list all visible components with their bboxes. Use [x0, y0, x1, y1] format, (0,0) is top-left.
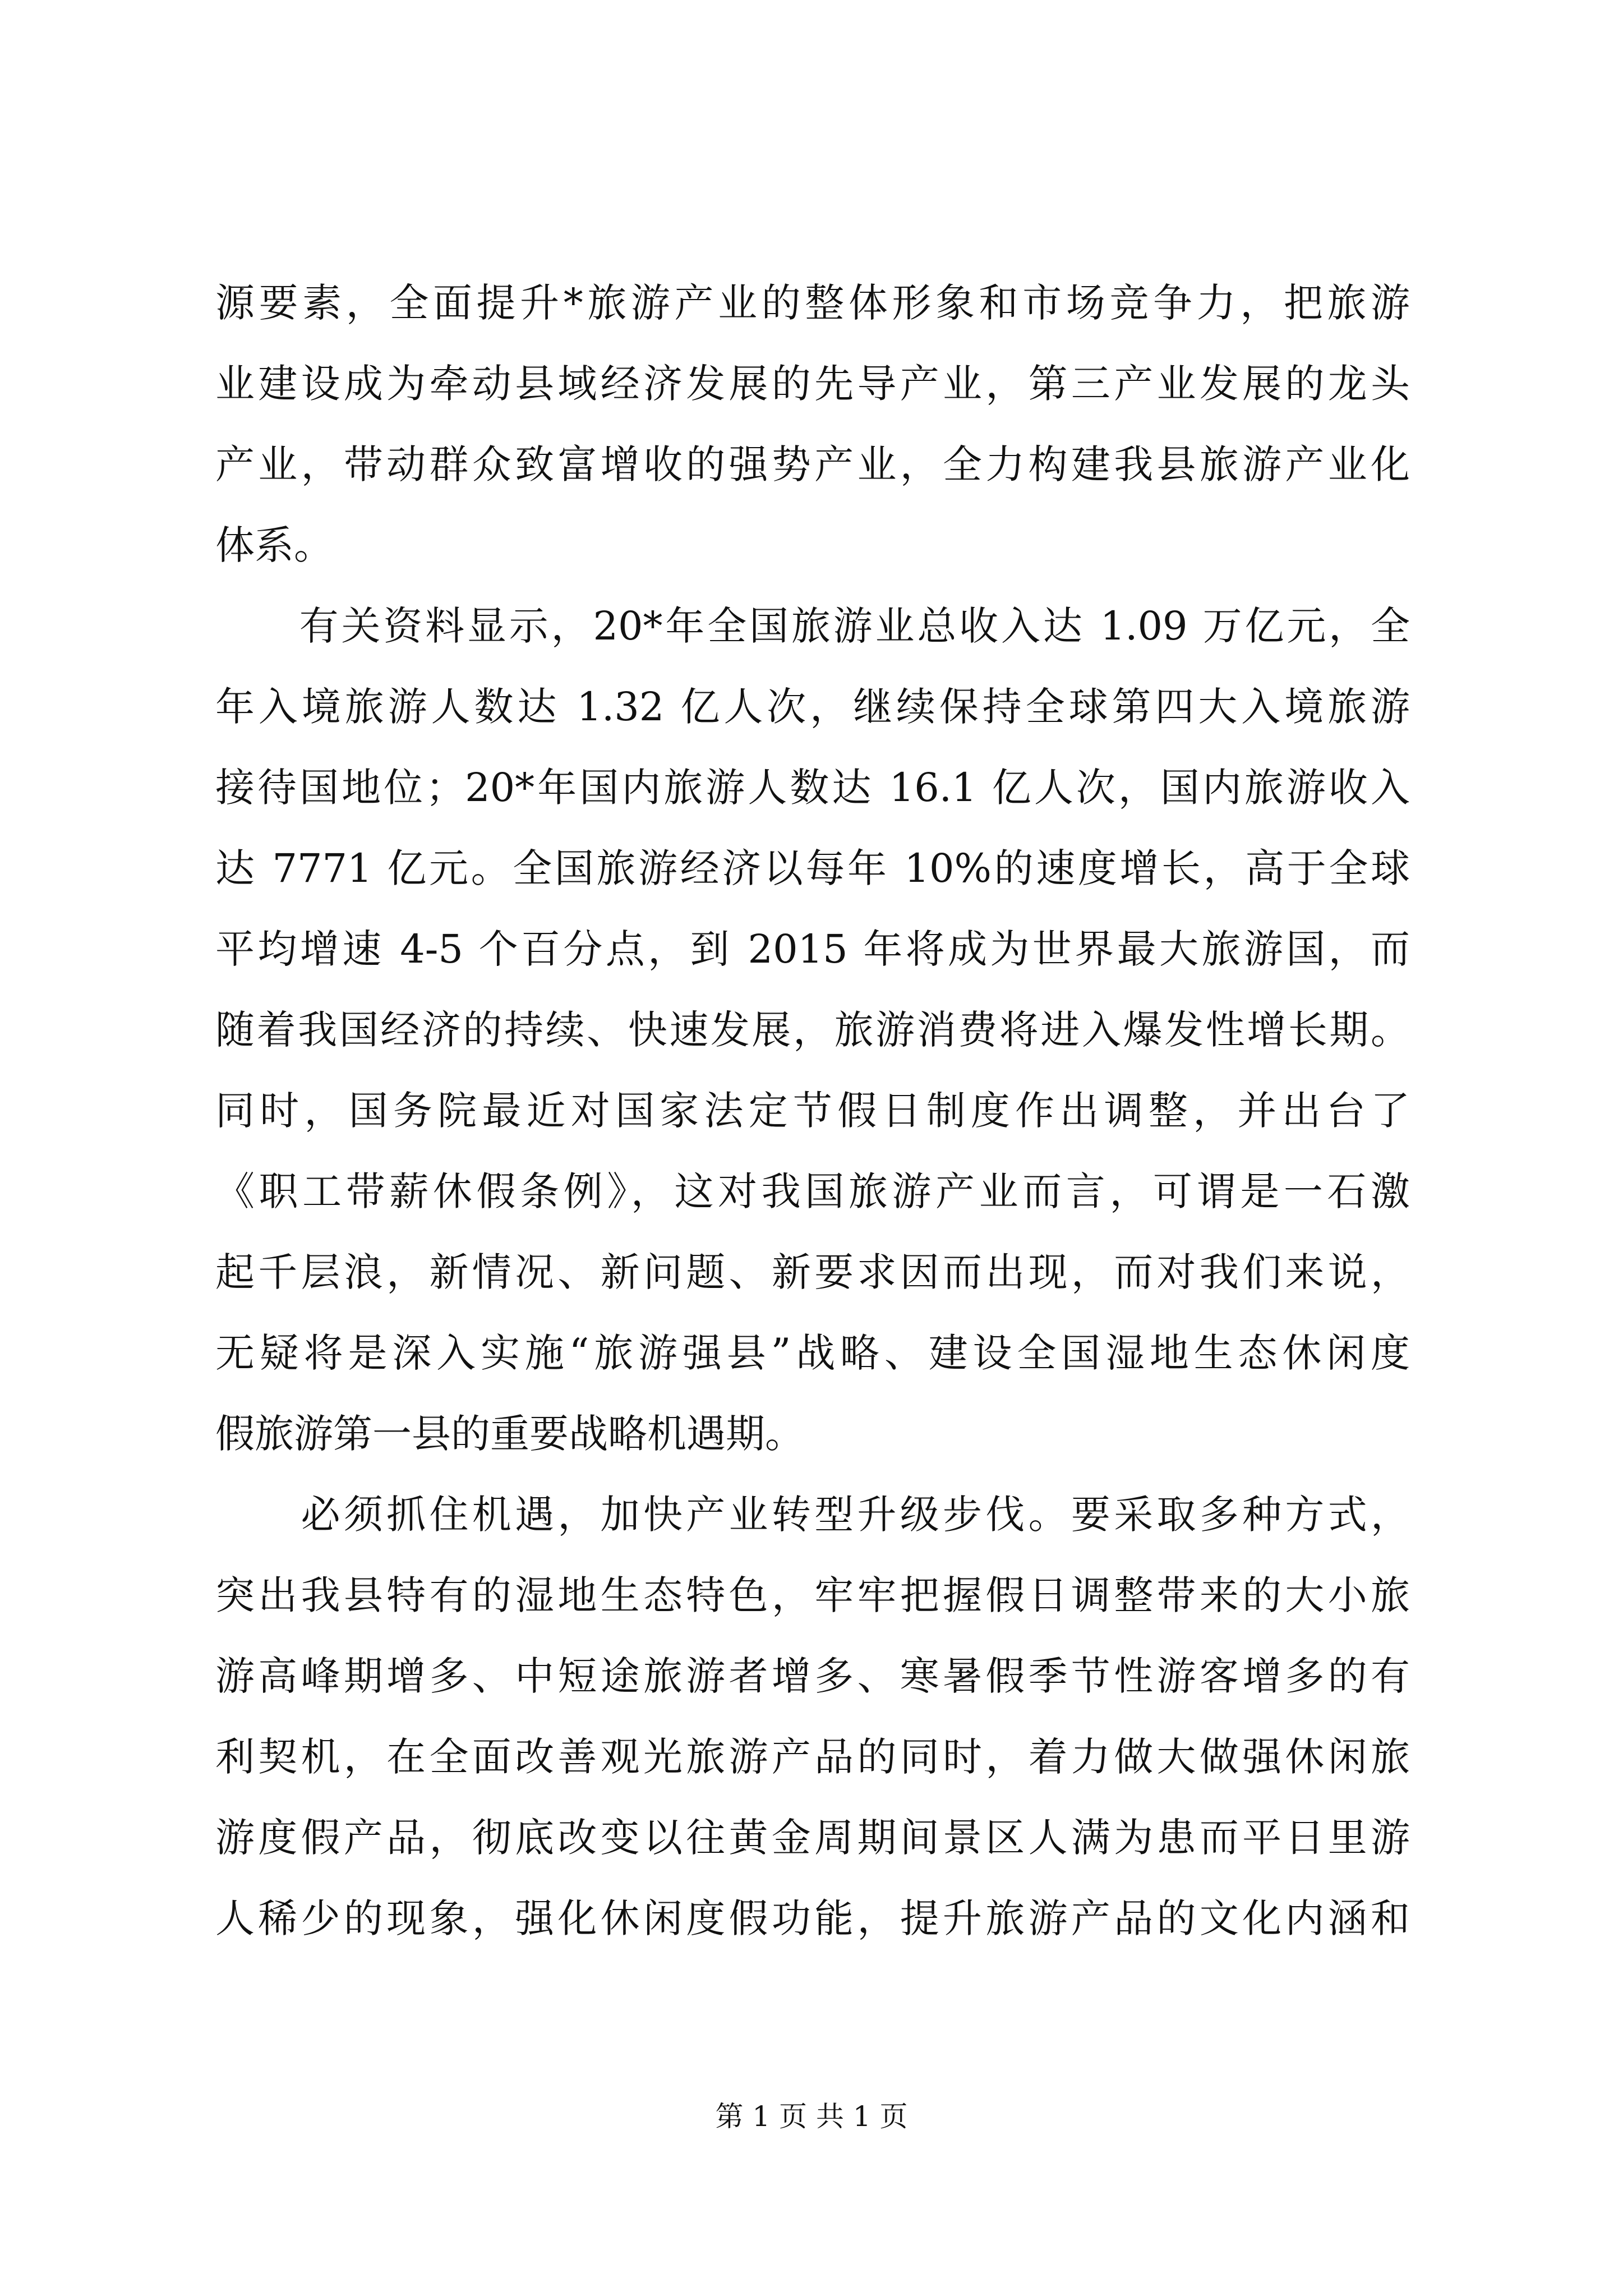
text-line: 人稀少的现象，强化休闲度假功能，提升旅游产品的文化内涵和: [215, 1895, 1410, 1941]
page-number-footer: 第 1 页 共 1 页: [715, 2100, 908, 2133]
text-line: 源要素，全面提升*旅游产业的整体形象和市场竞争力，把旅游: [215, 280, 1410, 326]
text-line: 《职工带薪休假条例》，这对我国旅游产业而言，可谓是一石激: [215, 1168, 1410, 1214]
text-line: 同时，国务院最近对国家法定节假日制度作出调整，并出台了: [215, 1088, 1410, 1134]
paragraph-3: [215, 1474, 1410, 1959]
text-line: 年入境旅游人数达 1.32 亿人次，继续保持全球第四大入境旅游: [215, 684, 1410, 730]
text-line: 达 7771 亿元。全国旅游经济以每年 10%的速度增长，高于全球: [215, 845, 1410, 891]
text-line: 游高峰期增多、中短途旅游者增多、寒暑假季节性游客增多的有: [215, 1653, 1410, 1699]
text-line: 游度假产品，彻底改变以往黄金周期间景区人满为患而平日里游: [215, 1815, 1410, 1861]
text-line: 接待国地位；20*年国内旅游人数达 16.1 亿人次，国内旅游收入: [215, 765, 1410, 811]
text-line: 无疑将是深入实施“旅游强县”战略、建设全国湿地生态休闲度: [215, 1330, 1410, 1376]
text-line: 体系。: [215, 522, 333, 568]
text-line: 平均增速 4-5 个百分点，到 2015 年将成为世界最大旅游国，而: [215, 926, 1410, 972]
text-line: 突出我县特有的湿地生态特色，牢牢把握假日调整带来的大小旅: [215, 1572, 1410, 1618]
document-body: [215, 263, 1410, 1959]
paragraph-1: [215, 263, 1410, 586]
paragraph-2: [215, 586, 1410, 1474]
text-line: 假旅游第一县的重要战略机遇期。: [215, 1411, 804, 1457]
text-line: 有关资料显示，20*年全国旅游业总收入达 1.09 万亿元，全: [215, 603, 1410, 649]
text-line: 起千层浪，新情况、新问题、新要求因而出现，而对我们来说，: [215, 1249, 1410, 1295]
text-line: 必须抓住机遇，加快产业转型升级步伐。要采取多种方式，: [215, 1492, 1410, 1538]
text-line: 利契机，在全面改善观光旅游产品的同时，着力做大做强休闲旅: [215, 1734, 1410, 1780]
text-line: 随着我国经济的持续、快速发展，旅游消费将进入爆发性增长期。: [215, 1007, 1410, 1053]
text-line: 产业，带动群众致富增收的强势产业，全力构建我县旅游产业化: [215, 441, 1410, 487]
text-line: 业建设成为牵动县域经济发展的先导产业，第三产业发展的龙头: [215, 361, 1410, 407]
